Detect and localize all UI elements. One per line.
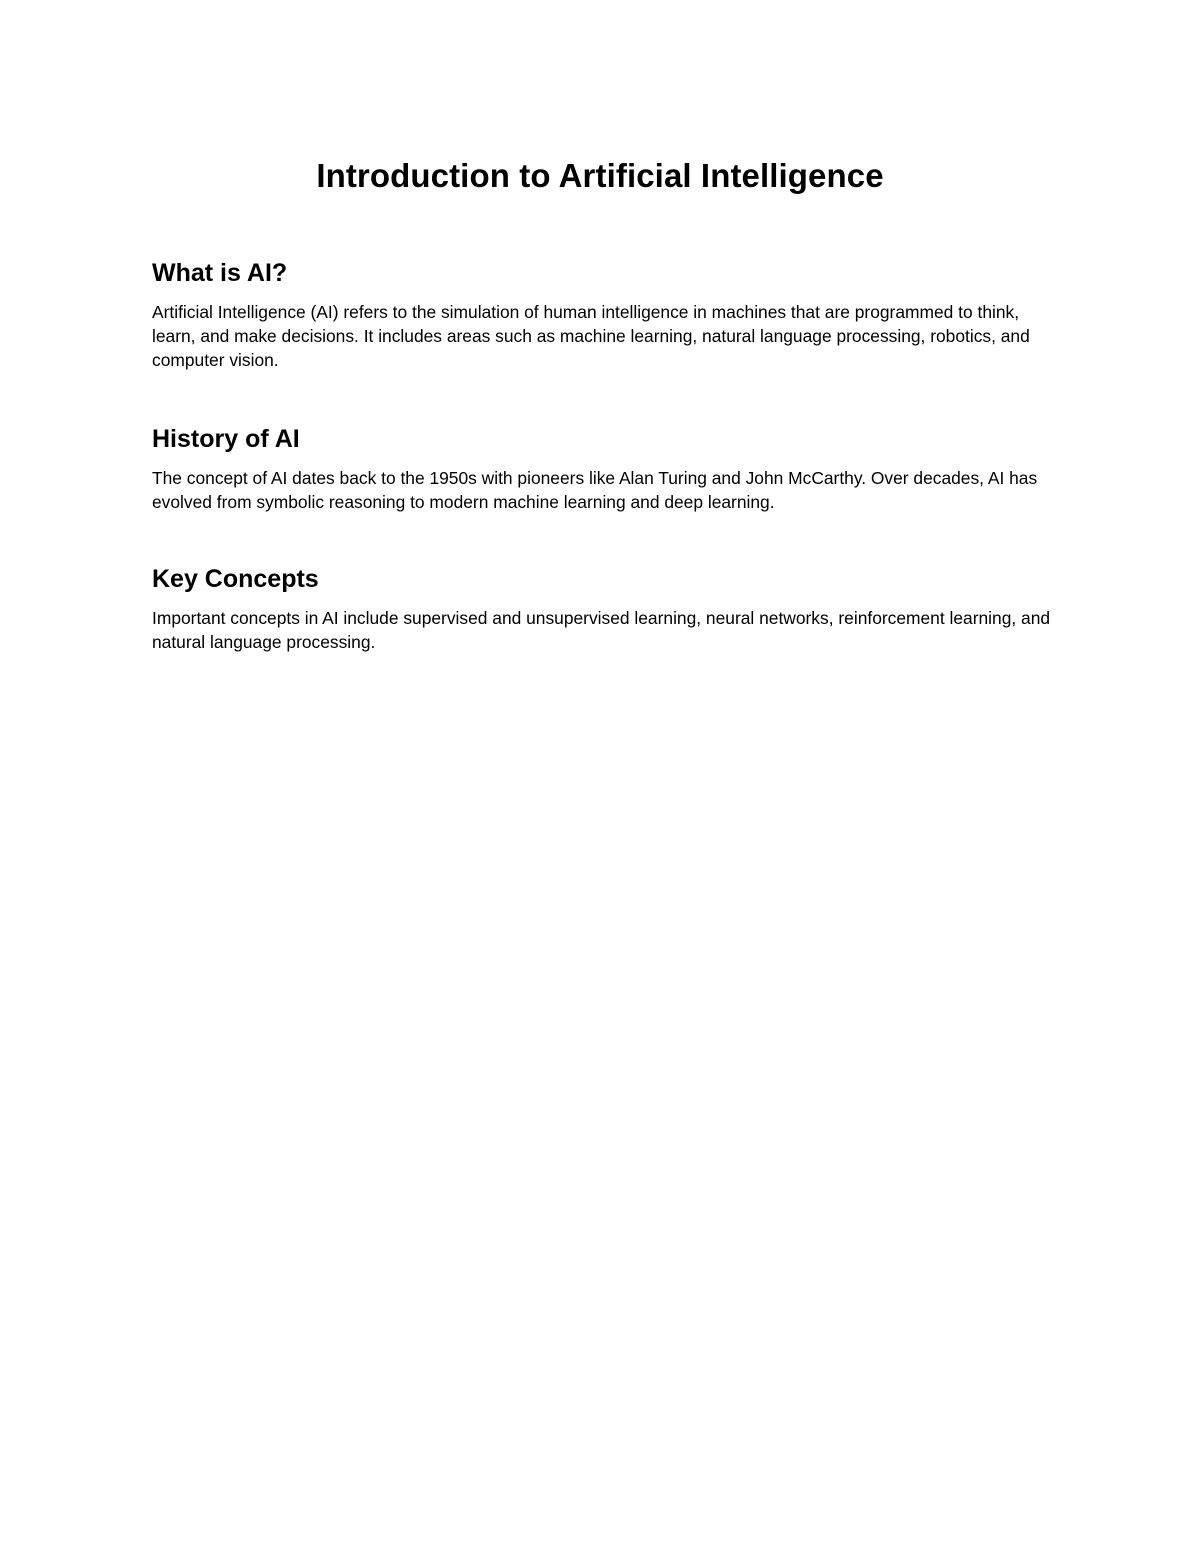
section-paragraph: The concept of AI dates back to the 1950s with pioneers like Alan Turing and John McCarthy. Over decades, AI has evolved from symbolic reasoning to modern machine learning and deep learning. bbox=[152, 468, 1038, 512]
document-title: Introduction to Artificial Intelligence bbox=[316, 157, 884, 194]
section-heading: History of AI bbox=[152, 425, 300, 453]
section-paragraph: Artificial Intelligence (AI) refers to the simulation of human intelligence in machines that are programmed to think, learn, and make decisions. It includes areas such as machine learning, natural language processing, robotics, and computer vision. bbox=[152, 302, 1030, 370]
section-heading: What is AI? bbox=[152, 259, 288, 287]
section-paragraph: Important concepts in AI include supervised and unsupervised learning, neural networks, reinforcement learning, and natural language processing. bbox=[152, 608, 1051, 652]
section-what-is-ai bbox=[152, 257, 1052, 372]
section-history-of-ai bbox=[152, 423, 1052, 514]
section-key-concepts bbox=[152, 563, 1052, 654]
document-page bbox=[152, 150, 1052, 652]
section-heading: Key Concepts bbox=[152, 565, 319, 593]
